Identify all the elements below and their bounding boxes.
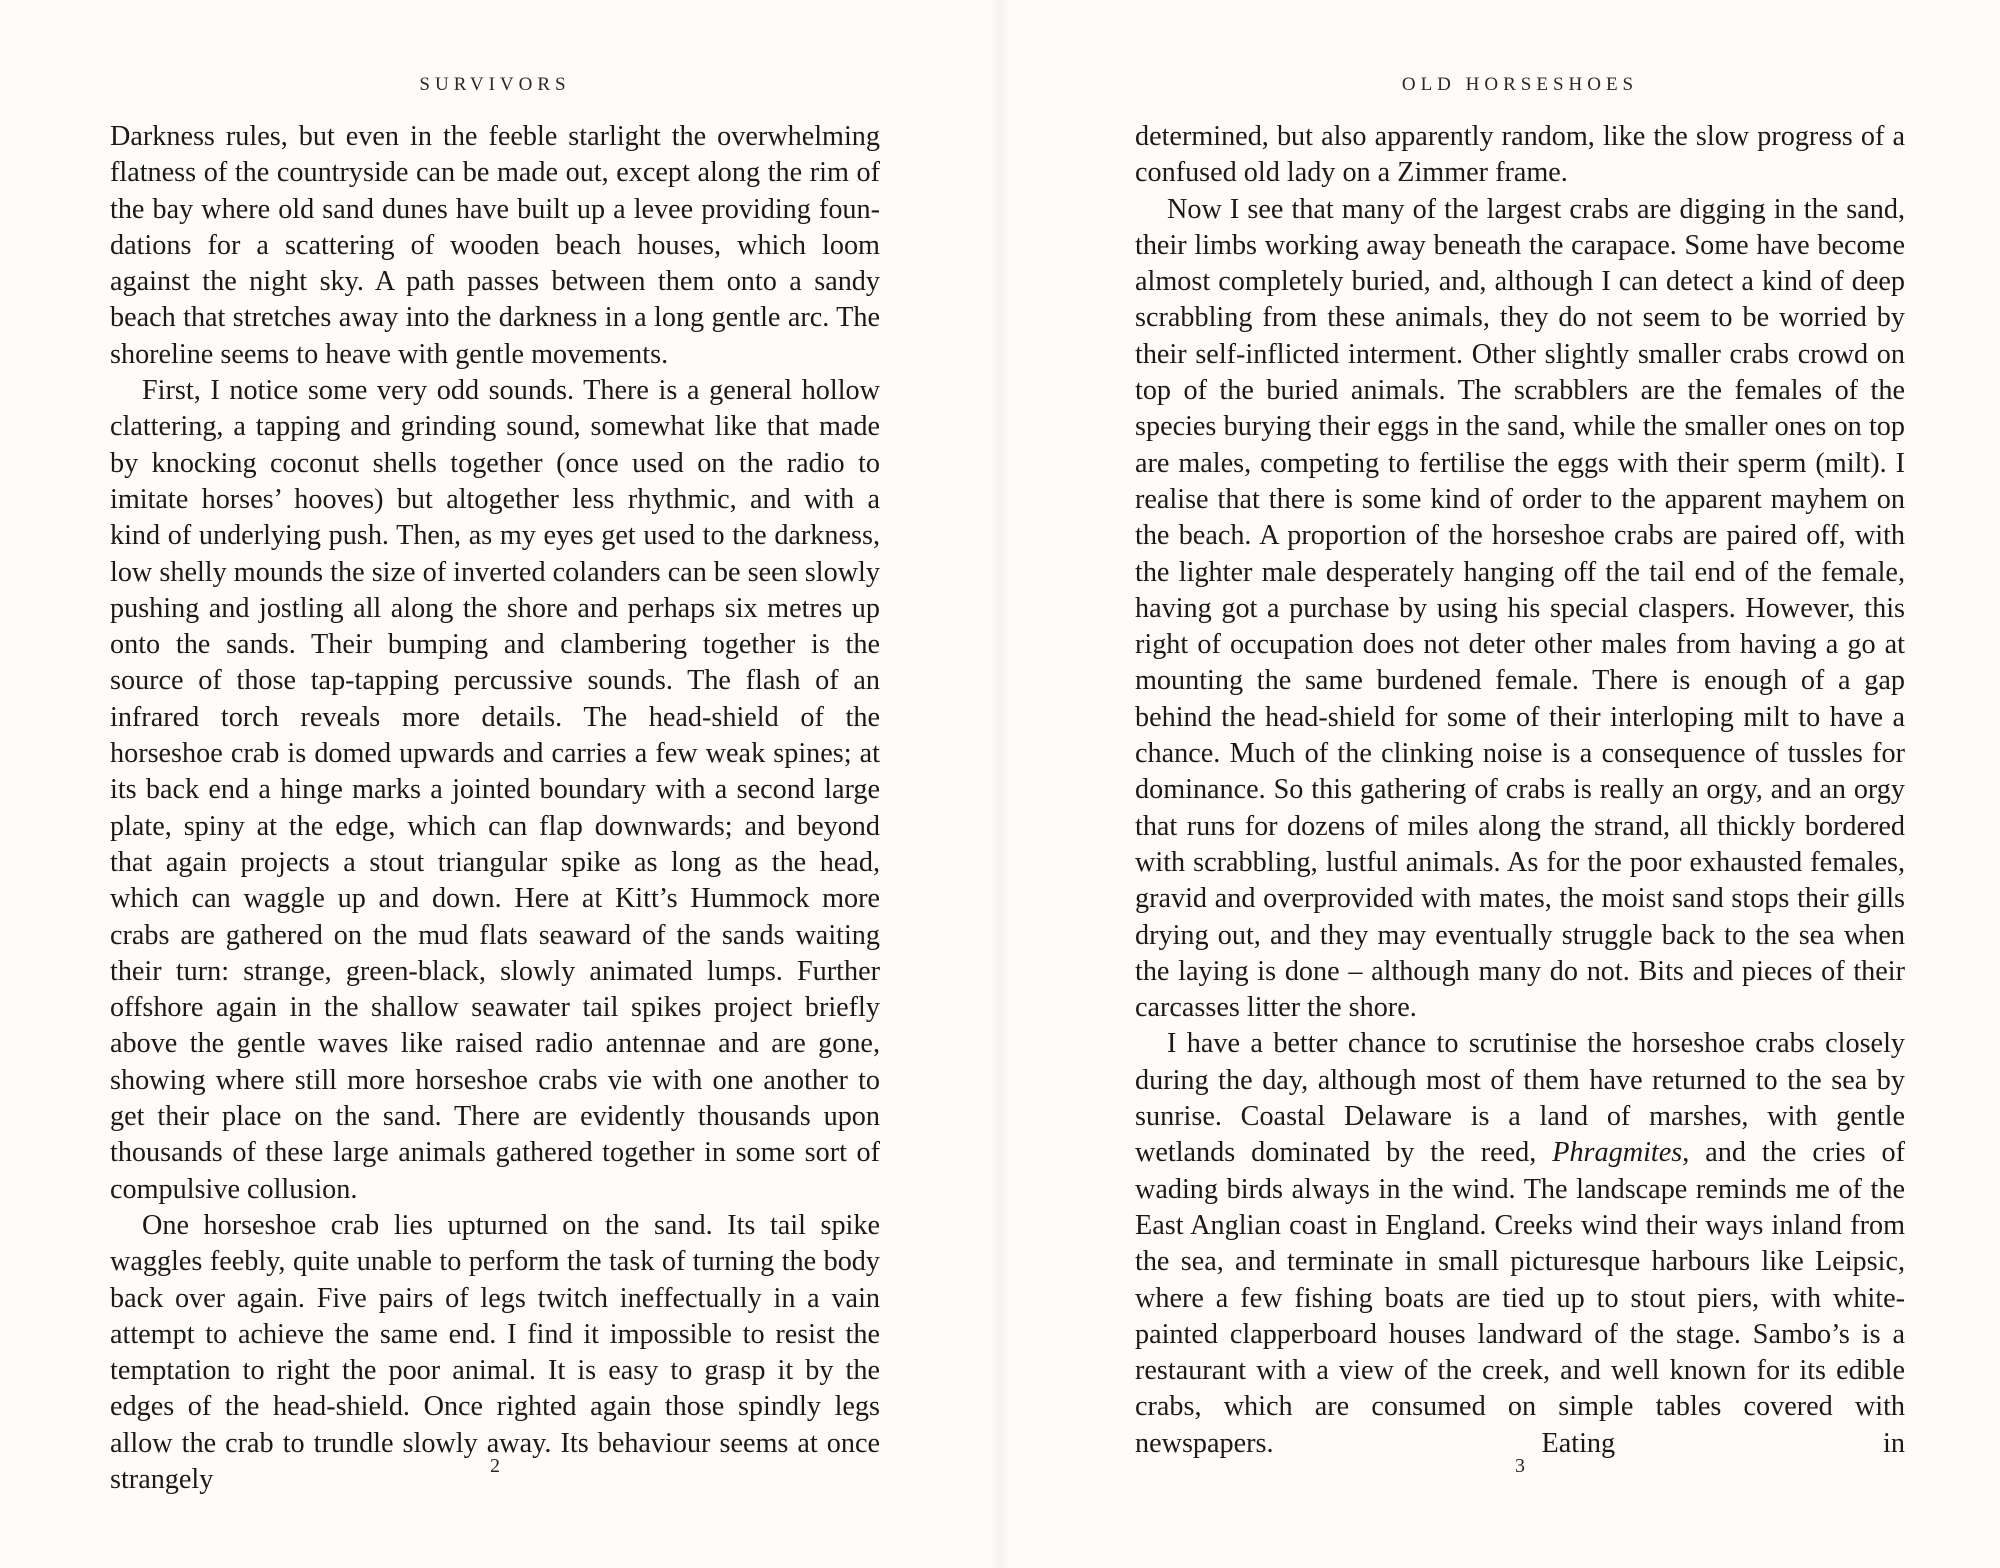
right-page-number: 3 bbox=[1515, 1455, 1525, 1477]
left-body-text bbox=[110, 119, 880, 1498]
right-paragraph-3-italic: Phragmites bbox=[1552, 1137, 1683, 1169]
left-paragraph-1: Darkness rules, but even in the feeble starlight the overwhelming flatness of the countryside can be made out, except along the rim of the bay where old sand dunes have built up a levee providing foundations for a scattering of wooden beach houses, which loom against the night sky. A path passes between them onto a sandy beach that stretches away into the darkness in a long gentle arc. The shoreline seems to heave with gentle movements. bbox=[110, 121, 880, 370]
right-paragraph-2: Now I see that many of the largest crabs are digging in the sand, their limbs working away beneath the carapace. Some have become almost completely buried, and, although I can detect a kind of deep scrabbling from these animals, they do not seem to be worried by their self-inflicted interment. Other slightly smaller crabs crowd on top of the buried animals. The scrabblers are the females of the species burying their eggs in the sand, while the smaller ones on top are males, competing to fertilise the eggs with their sperm (milt). I realise that there is some kind of order to the apparent mayhem on the beach. A proportion of the horseshoe crabs are paired off, with the lighter male desperately hanging off the tail end of the female, having got a purchase by using his special claspers. However, this right of occupation does not deter other males from having a go at mounting the same burdened female. There is enough of a gap behind the head-shield for some of their interloping milt to have a chance. Much of the clinking noise is a consequence of tussles for dominance. So this gathering of crabs is really an orgy, and an orgy that runs for dozens of miles along the strand, all thickly bordered with scrabbling, lustful animals. As for the poor exhausted females, gravid and overprovided with mates, the moist sand stops their gills drying out, and they may eventually struggle back to the sea when the laying is done – although many do not. Bits and pieces of their carcasses litter the shore. bbox=[1135, 193, 1905, 1024]
left-paragraph-2: First, I notice some very odd sounds. There is a general hollow clattering, a tapping and grinding sound, somewhat like that made by knocking coconut shells together (once used on the radio to imitate horses’ hooves) but altogether less rhythmic, and with a kind of underlying push. Then, as my eyes get used to the darkness, low shelly mounds the size of inverted colanders can be seen slowly pushing and jostling all along the shore and perhaps six metres up onto the sands. Their bumping and clambering together is the source of those tap-tapping percussive sounds. The flash of an infrared torch reveals more details. The head-shield of the horseshoe crab is domed upwards and carries a few weak spines; at its back end a hinge marks a jointed boundary with a second large plate, spiny at the edge, which can flap downwards; and beyond that again projects a stout triangular spike as long as the head, which can waggle up and down. Here at Kitt’s Hummock more crabs are gathered on the mud flats seaward of the sands waiting their turn: strange, green-black, slowly animated lumps. Further offshore again in the shallow seawater tail spikes project briefly above the gentle waves like raised radio antennae and are gone, showing where still more horseshoe crabs vie with one another to get their place on the sand. There are evidently thousands upon thousands of these large animals gathered together in some sort of compulsive collusion. bbox=[110, 375, 880, 1205]
left-running-head: SURVIVORS bbox=[419, 74, 571, 95]
right-paragraph-3-text-b: , and the cries of wading birds always in the wind. The landscape reminds me of the East Anglian coast in England. Creeks wind their ways inland from the sea, and terminate in small picturesque harbours like Leipsic, where a few fishing boats are tied up to stout piers, with white-painted clapperboard houses landward of the stage. Sambo’s is a restaurant with a view of the creek, and well known for its edible crabs, which are consumed on simple tables covered with newspapers. Eating in bbox=[1135, 1137, 1905, 1459]
right-body-text bbox=[1135, 119, 1905, 1462]
right-paragraph-3 bbox=[1135, 1026, 1905, 1462]
left-page bbox=[110, 0, 880, 1568]
right-page bbox=[1135, 0, 1905, 1568]
right-paragraph-3-text-a: I have a better chance to scrutinise the horseshoe crabs closely during the day, although most of them have returned to the sea by sunrise. Coastal Delaware is a land of marshes, with gentle wetlands dominated by the reed, bbox=[1135, 1028, 1905, 1169]
left-paragraph-3: One horseshoe crab lies upturned on the sand. Its tail spike waggles feebly, quite unable to perform the task of turning the body back over again. Five pairs of legs twitch ineffectually in a vain attempt to achieve the same end. I find it impossible to resist the temptation to right the poor animal. It is easy to grasp it by the edges of the head-shield. Once righted again those spindly legs allow the crab to trundle slowly away. Its behaviour seems at once strangely bbox=[110, 1209, 880, 1495]
right-paragraph-1: determined, but also apparently random, like the slow progress of a confused old lady on a Zimmer frame. bbox=[1135, 121, 1905, 189]
left-page-number: 2 bbox=[490, 1455, 500, 1477]
right-running-head: OLD HORSESHOES bbox=[1401, 74, 1639, 95]
gutter bbox=[990, 0, 1010, 1568]
